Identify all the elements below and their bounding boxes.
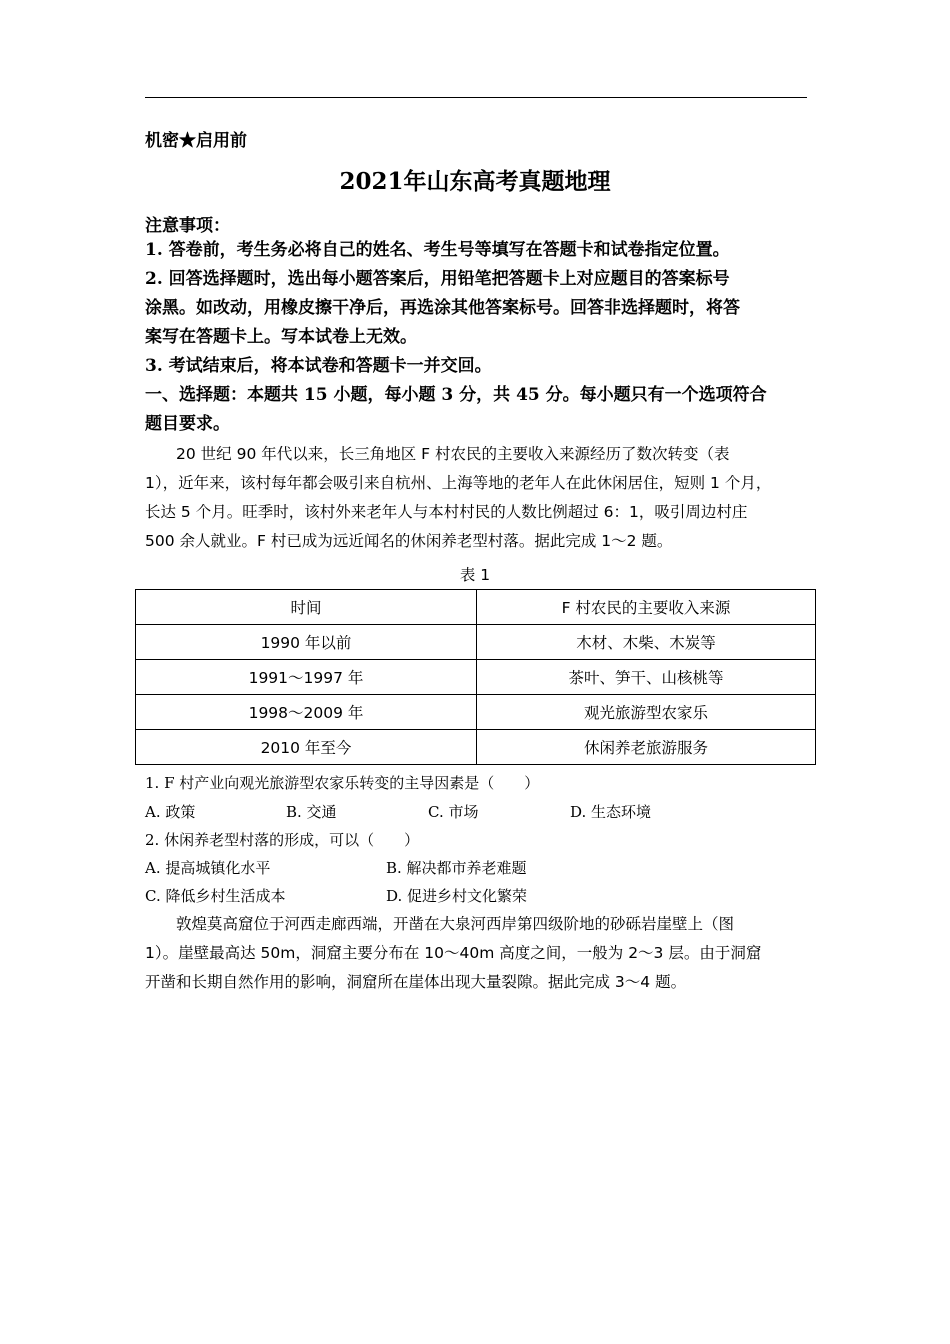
table-row [136,730,816,765]
section-heading: 题目要求。 [145,414,230,434]
passage-line: 500 余人就业。F 村已成为远近闻名的休闲养老型村落。据此完成 1～2 题。 [145,532,673,550]
notice-line: 1. 答卷前，考生务必将自己的姓名、考生号等填写在答题卡和试卷指定位置。 [145,240,730,260]
passage-line: 1）。崖壁最高达 50m，洞窟主要分布在 10～40m 高度之间，一般为 2～3 层。由于洞窟 [145,944,762,962]
notice-line: 案写在答题卡上。写本试卷上无效。 [145,327,417,347]
table-header-cell: 时间 [136,590,477,625]
table-cell: 茶叶、笋干、山核桃等 [477,660,816,695]
table-caption: 表 1 [459,566,491,584]
section-heading: 一、选择题：本题共 15 小题，每小题 3 分，共 45 分。每小题只有一个选项符合 [145,385,767,405]
table-header-row [136,590,816,625]
table-cell: 1991～1997 年 [136,660,477,695]
table-header-cell: F 村农民的主要收入来源 [477,590,816,625]
passage-line: 敦煌莫高窟位于河西走廊西端，开凿在大泉河西岸第四级阶地的砂砾岩崖壁上（图 [176,915,735,933]
question-2-option-a: A. 提高城镇化水平 [145,859,271,877]
notice-heading: 注意事项： [145,216,230,236]
passage-line: 长达 5 个月。旺季时，该村外来老年人与本村村民的人数比例超过 6：1，吸引周边村庄 [145,503,748,521]
header-rule [145,97,807,98]
question-2-option-c: C. 降低乡村生活成本 [145,887,286,905]
question-1-option-a: A. 政策 [145,803,196,821]
table-cell: 1990 年以前 [136,625,477,660]
passage-line: 20 世纪 90 年代以来，长三角地区 F 村农民的主要收入来源经历了数次转变（表 [176,445,730,463]
confidential-label: 机密★启用前 [145,131,247,151]
question-2-option-d: D. 促进乡村文化繁荣 [386,887,528,905]
question-2-stem: 2. 休闲养老型村落的形成，可以（ ） [145,831,420,849]
question-2-option-b: B. 解决都市养老难题 [386,859,527,877]
question-1-option-c: C. 市场 [428,803,479,821]
table-cell: 木材、木柴、木炭等 [477,625,816,660]
passage-line: 1），近年来，该村每年都会吸引来自杭州、上海等地的老年人在此休闲居住，短则 1 个月， [145,474,772,492]
table-row [136,695,816,730]
question-1-stem: 1. F 村产业向观光旅游型农家乐转变的主导因素是（ ） [145,774,540,792]
passage-line: 开凿和长期自然作用的影响，洞窟所在崖体出现大量裂隙。据此完成 3～4 题。 [145,973,687,991]
table-cell: 休闲养老旅游服务 [477,730,816,765]
table-cell: 2010 年至今 [136,730,477,765]
table-row [136,625,816,660]
table-cell: 1998～2009 年 [136,695,477,730]
notice-line: 3. 考试结束后，将本试卷和答题卡一并交回。 [145,356,492,376]
notice-line: 涂黑。如改动，用橡皮擦干净后，再选涂其他答案标号。回答非选择题时，将答 [145,298,740,318]
table-cell: 观光旅游型农家乐 [477,695,816,730]
income-source-table [135,589,816,765]
passage-2 [145,910,815,997]
table-row [136,660,816,695]
notice-block [145,236,810,439]
question-1-option-b: B. 交通 [286,803,337,821]
page-title: 2021年山东高考真题地理 [339,168,611,195]
passage-1 [145,440,815,556]
question-1-option-d: D. 生态环境 [570,803,652,821]
notice-line: 2. 回答选择题时，选出每小题答案后，用铅笔把答题卡上对应题目的答案标号 [145,269,730,289]
